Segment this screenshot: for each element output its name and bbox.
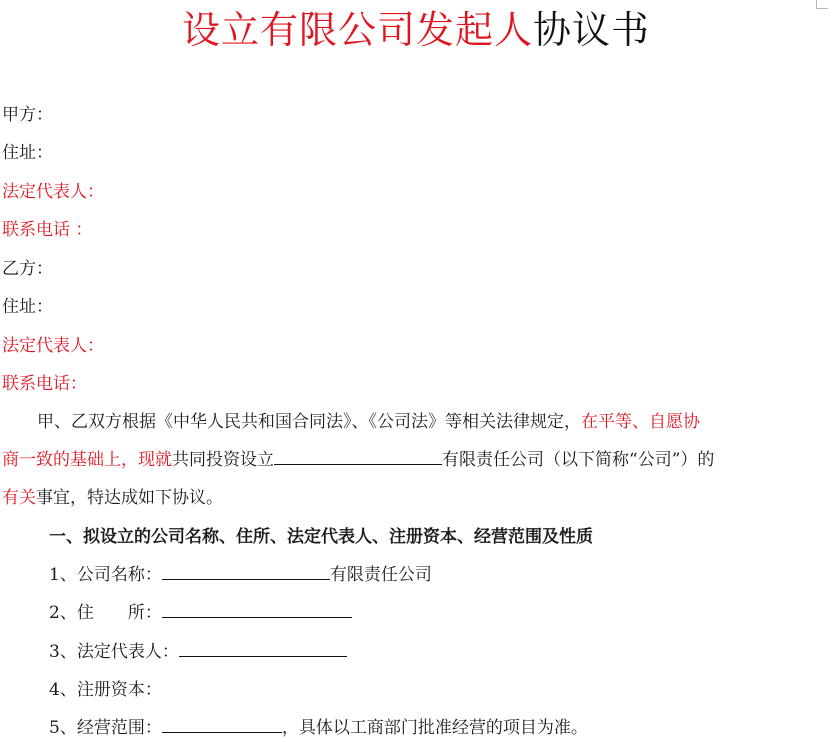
item-company-name	[49, 563, 432, 587]
party-a-phone: 联系电话 ：	[2, 220, 93, 240]
intro-paragraph-line-1	[37, 410, 700, 434]
item-address	[49, 601, 352, 625]
intro-text-2b: 共同投资设立	[172, 450, 274, 470]
party-a-legal-rep: 法定代表人：	[2, 182, 104, 202]
item-1-label: 1、公司名称：	[49, 565, 162, 585]
item-1-blank[interactable]	[162, 563, 330, 580]
item-5-blank[interactable]	[162, 716, 282, 733]
item-1-suffix: 有限责任公司	[329, 565, 432, 585]
party-b-legal-rep: 法定代表人：	[2, 336, 104, 356]
title-black-part: 协议书	[533, 8, 651, 52]
intro-text-2c: 有限责任公司（以下简称“公司”）的	[442, 450, 715, 470]
item-legal-rep	[49, 640, 347, 664]
party-a-address: 住址：	[2, 143, 53, 163]
section-1-heading: 一、拟设立的公司名称、住所、法定代表人、注册资本、经营范围及性质	[49, 527, 593, 547]
party-a-label: 甲方：	[2, 105, 53, 125]
item-5-label: 5、经营范围：	[49, 718, 162, 738]
item-3-blank[interactable]	[179, 640, 347, 657]
party-b-label: 乙方：	[2, 259, 53, 279]
intro-paragraph-line-3	[2, 486, 223, 510]
intro-text-3b: 事宜，特达成如下协议。	[36, 488, 223, 508]
item-registered-capital: 4、注册资本：	[49, 680, 162, 700]
item-2-blank[interactable]	[162, 601, 352, 618]
intro-text-1a: 甲、乙双方根据《中华人民共和国合同法》、《公司法》等相关法律规定，	[37, 412, 581, 432]
intro-text-3a: 有关	[2, 488, 36, 508]
party-b-phone: 联系电话：	[2, 374, 87, 394]
intro-paragraph-line-2	[2, 448, 714, 472]
intro-text-2a: 商一致的基础上，现就	[2, 450, 172, 470]
title-red-part: 设立有限公司发起人	[181, 8, 533, 52]
item-3-label: 3、法定代表人：	[49, 642, 179, 662]
intro-text-1b: 在平等、自愿协	[581, 412, 700, 432]
company-name-blank[interactable]	[274, 448, 442, 465]
document-title	[0, 5, 832, 55]
item-business-scope	[49, 716, 588, 740]
item-5-suffix: ，具体以工商部门批准经营的项目为准。	[281, 718, 588, 738]
item-2-label: 2、住 所：	[49, 603, 162, 623]
party-b-address: 住址：	[2, 297, 53, 317]
